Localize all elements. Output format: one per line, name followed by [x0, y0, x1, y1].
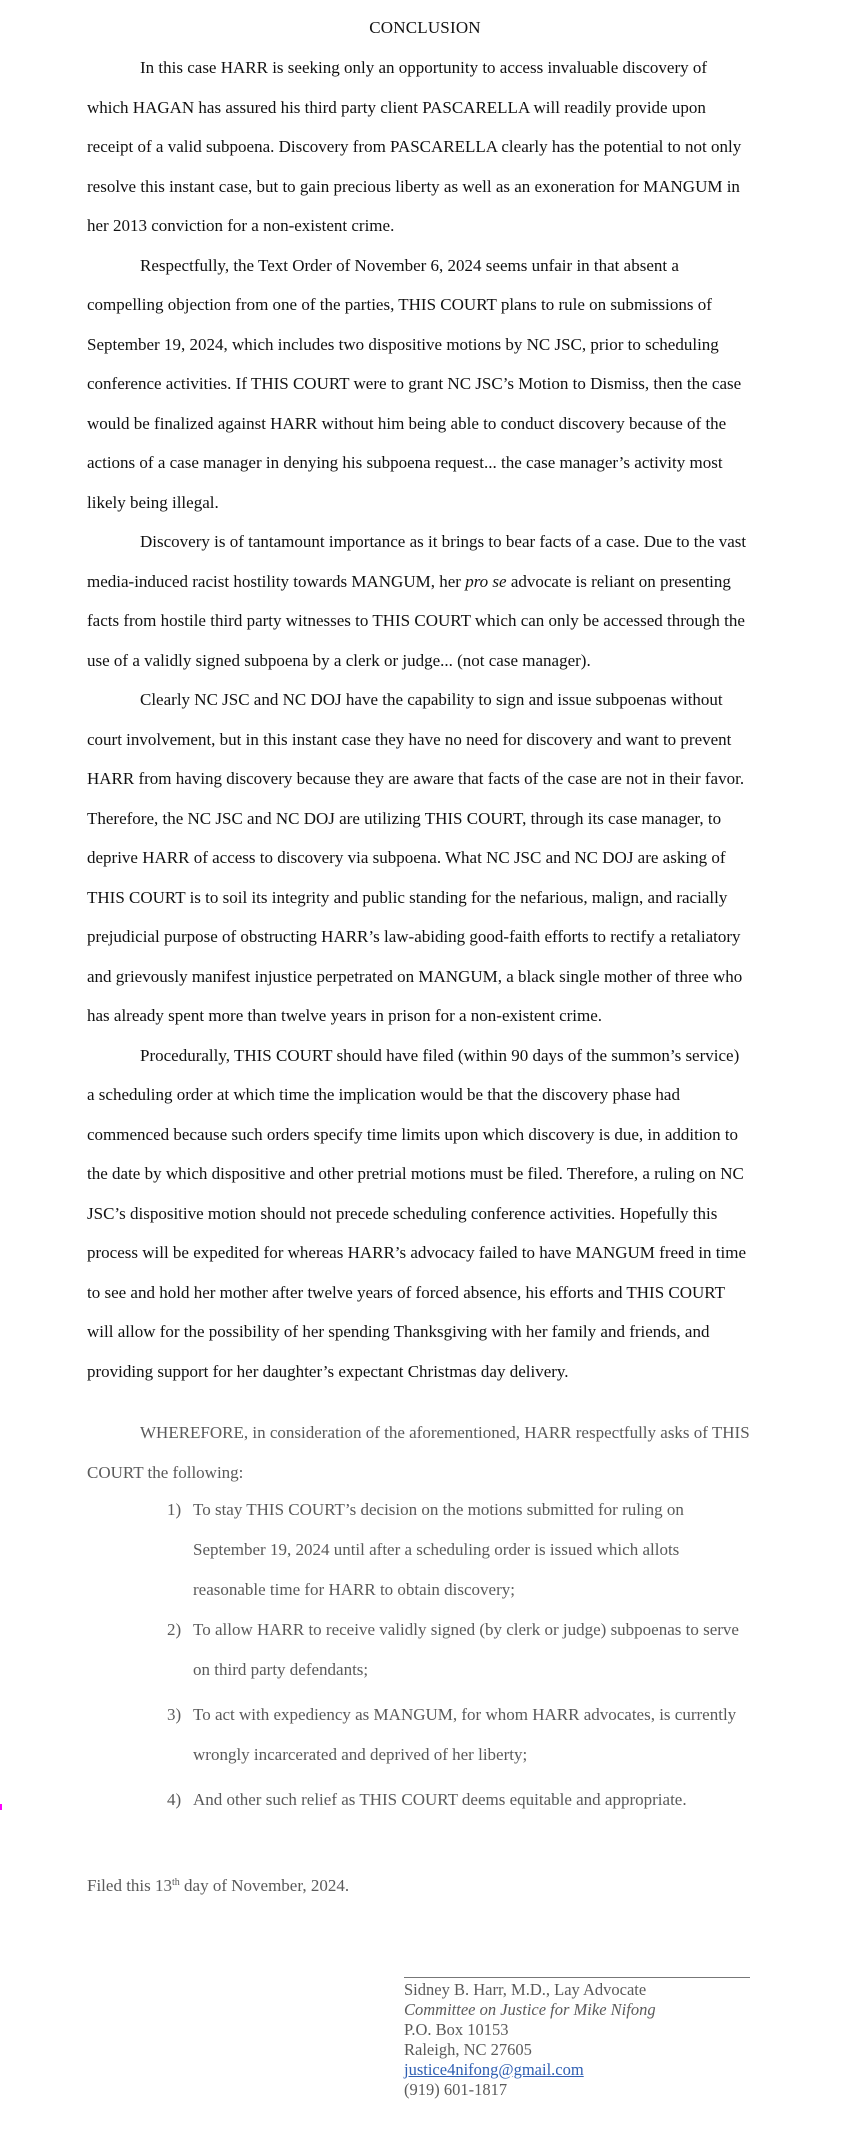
body-line: THIS COURT is to soil its integrity and public standing for the nefarious, malign, and racially: [87, 887, 728, 907]
relief-item-text: To allow HARR to receive validly signed (by clerk or judge) subpoenas to serve: [193, 1620, 739, 1639]
relief-item-text: To stay THIS COURT’s decision on the motions submitted for ruling on: [193, 1500, 684, 1519]
phone-number: (919) 601-1817: [404, 2080, 508, 2099]
body-line: actions of a case manager in denying his subpoena request... the case manager’s activity most: [87, 453, 723, 472]
body-line: prejudicial purpose of obstructing HARR’s law-abiding good-faith efforts to rectify a retaliatory: [87, 927, 741, 946]
signer-name: Sidney B. Harr, M.D., Lay Advocate: [404, 1980, 647, 1999]
relief-item-text: And other such relief as THIS COURT deems equitable and appropriate.: [193, 1790, 687, 1809]
line-text: advocate is reliant on presenting: [506, 571, 731, 591]
relief-item-number: 4): [167, 1790, 182, 1809]
body-line: receipt of a valid subpoena. Discovery from PASCARELLA clearly has the potential to not only: [87, 137, 742, 156]
body-line: a scheduling order at which time the implication would be that the discovery phase had: [87, 1085, 680, 1104]
body-line: to see and hold her mother after twelve years of forced absence, his efforts and THIS COURT: [87, 1282, 726, 1302]
wherefore-line: COURT the following:: [87, 1463, 244, 1482]
body-line: has already spent more than twelve years in prison for a non-existent crime.: [87, 1006, 603, 1025]
body-line: In this case HARR is seeking only an opportunity to access invaluable discovery of: [140, 58, 708, 77]
body-line: deprive HARR of access to discovery via subpoena. What NC JSC and NC DOJ are asking of: [87, 848, 726, 867]
relief-item-number: 3): [167, 1705, 182, 1724]
body-line: Therefore, the NC JSC and NC DOJ are utilizing THIS COURT, through its case manager, to: [87, 808, 722, 828]
section-title: CONCLUSION: [369, 18, 481, 37]
body-line: facts from hostile third party witnesses to THIS COURT which can only be accessed through the: [87, 611, 745, 630]
email-row: [404, 2060, 584, 2080]
body-line: Procedurally, THIS COURT should have filed (within 90 days of the summon’s service): [140, 1045, 740, 1065]
email-link[interactable]: justice4nifong@gmail.com: [404, 2060, 584, 2079]
margin-marker: [0, 1804, 2, 1810]
filed-ordinal: th: [172, 1877, 180, 1888]
filed-prefix: Filed this 13: [87, 1876, 173, 1895]
italic-term: pro se: [465, 571, 507, 591]
body-line: will allow for the possibility of her spending Thanksgiving with her family and friends, and: [87, 1322, 710, 1341]
relief-item-text: September 19, 2024 until after a scheduling order is issued which allots: [193, 1540, 680, 1559]
body-line: use of a validly signed subpoena by a clerk or judge... (not case manager).: [87, 650, 591, 670]
body-line: Respectfully, the Text Order of November 6, 2024 seems unfair in that absent a: [140, 255, 679, 275]
body-line: which HAGAN has assured his third party client PASCARELLA will readily provide upon: [87, 97, 706, 117]
body-line: and grievously manifest injustice perpetrated on MANGUM, a black single mother of three who: [87, 966, 743, 986]
body-line: likely being illegal.: [87, 492, 219, 512]
body-line: would be finalized against HARR without him being able to conduct discovery because of the: [87, 413, 727, 433]
relief-item-text: To act with expediency as MANGUM, for whom HARR advocates, is currently: [193, 1705, 737, 1724]
relief-item-text: reasonable time for HARR to obtain discovery;: [193, 1580, 515, 1599]
line-text: media-induced racist hostility towards MANGUM, her: [87, 571, 466, 591]
filed-suffix: day of November, 2024.: [179, 1876, 350, 1895]
address-line-1: P.O. Box 10153: [404, 2020, 509, 2039]
body-line: September 19, 2024, which includes two dispositive motions by NC JSC, prior to scheduling: [87, 334, 719, 354]
body-line: HARR from having discovery because they are aware that facts of the case are not in their favor.: [87, 769, 745, 788]
relief-item-number: 2): [167, 1620, 182, 1639]
body-line: the date by which dispositive and other pretrial motions must be filed. Therefore, a ruling on NC: [87, 1164, 744, 1183]
body-line: her 2013 conviction for a non-existent crime.: [87, 216, 395, 235]
relief-item-number: 1): [167, 1500, 182, 1519]
filed-date: [87, 1876, 349, 1896]
relief-item-text: wrongly incarcerated and deprived of her liberty;: [193, 1745, 528, 1764]
address-line-2: Raleigh, NC 27605: [404, 2040, 532, 2059]
body-line: compelling objection from one of the parties, THIS COURT plans to rule on submissions of: [87, 295, 712, 314]
relief-item-text: on third party defendants;: [193, 1660, 369, 1679]
signature-line: [404, 1977, 750, 1978]
signer-organization: Committee on Justice for Mike Nifong: [404, 2000, 656, 2019]
body-line: [87, 572, 731, 592]
body-line: commenced because such orders specify time limits upon which discovery is due, in addition to: [87, 1124, 739, 1144]
body-line: JSC’s dispositive motion should not precede scheduling conference activities. Hopefully this: [87, 1203, 718, 1223]
body-line: providing support for her daughter’s expectant Christmas day delivery.: [87, 1361, 569, 1381]
body-line: conference activities. If THIS COURT were to grant NC JSC’s Motion to Dismiss, then the case: [87, 374, 742, 393]
body-line: process will be expedited for whereas HARR’s advocacy failed to have MANGUM freed in time: [87, 1243, 747, 1262]
body-line: Discovery is of tantamount importance as it brings to bear facts of a case. Due to the vast: [140, 532, 747, 551]
body-line: resolve this instant case, but to gain precious liberty as well as an exoneration for MANGUM in: [87, 176, 740, 196]
body-line: court involvement, but in this instant case they have no need for discovery and want to prevent: [87, 729, 732, 749]
body-line: Clearly NC JSC and NC DOJ have the capability to sign and issue subpoenas without: [140, 690, 723, 709]
wherefore-line: WHEREFORE, in consideration of the aforementioned, HARR respectfully asks of THIS: [140, 1423, 750, 1442]
